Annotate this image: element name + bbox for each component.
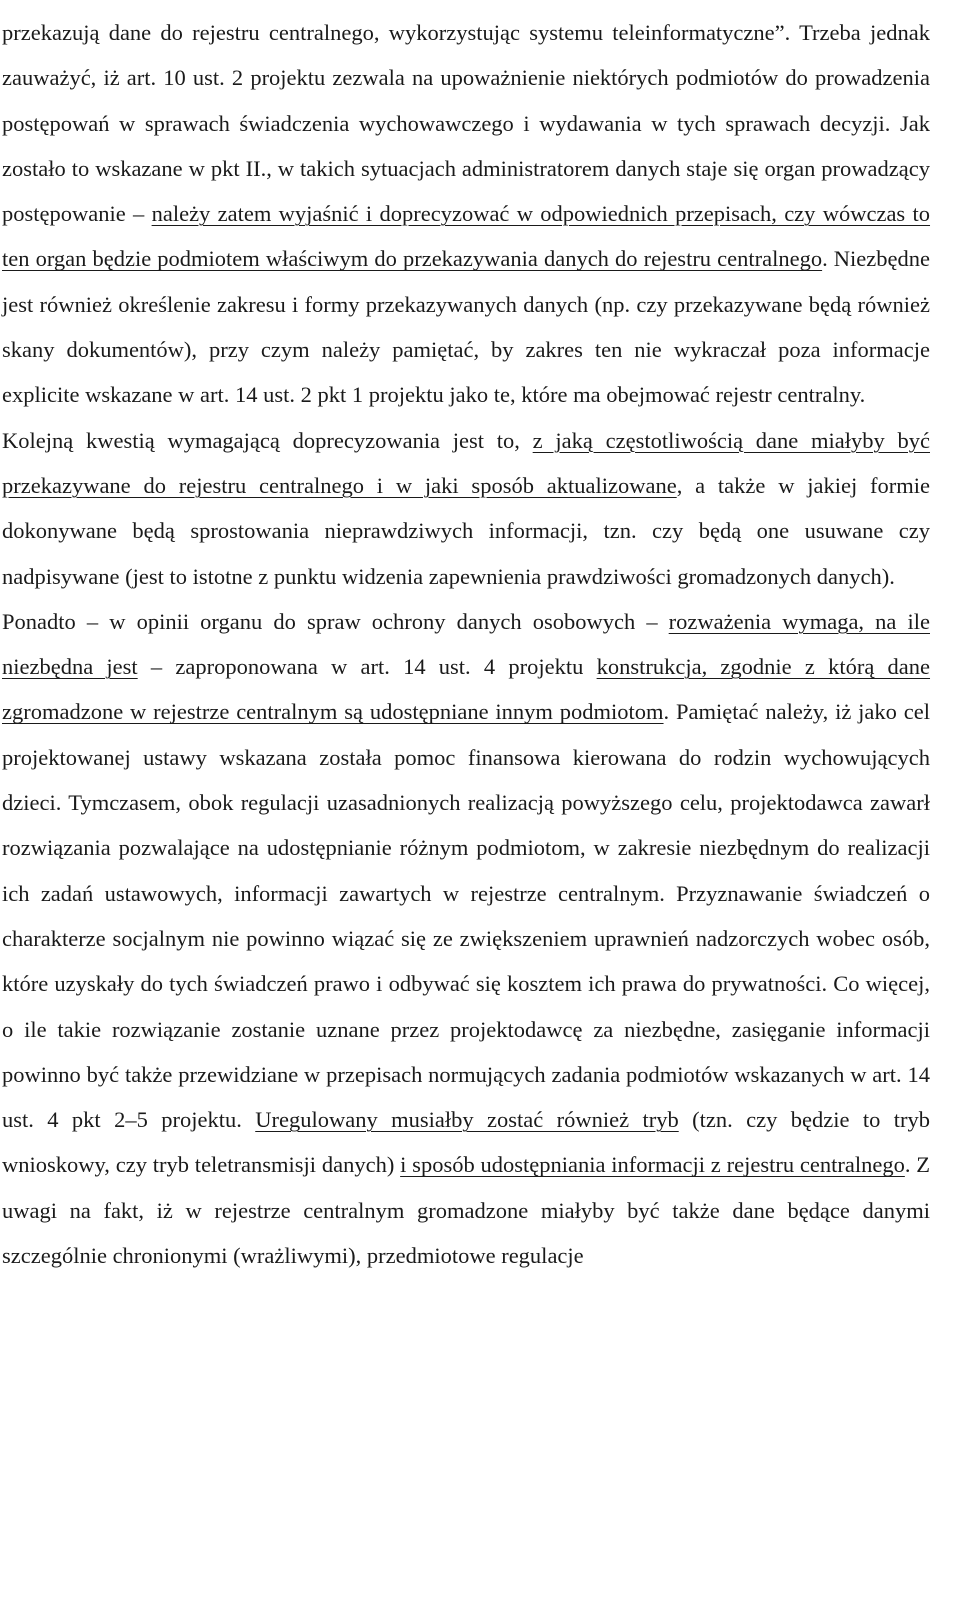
paragraph-text: – zaproponowana w art. 14 ust. 4 projektu [137, 654, 597, 680]
paragraph-data-sharing [2, 599, 930, 1278]
underlined-remark: i sposób udostępniania informacji z rejestru centralnego [400, 1152, 905, 1178]
underlined-remark: Uregulowany musiałby zostać również tryb [255, 1107, 679, 1133]
paragraph-text: . Niezbędne jest również określenie zakresu i formy przekazywanych danych (np. czy przekazywane będą również skany dokumentów), przy czym należy pamiętać, by zakres ten nie wykraczał poza informacje explicite wskazane w art. 14 ust. 2 pkt 1 projektu jako te, które ma obejmować rejestr centralny. [2, 246, 930, 408]
paragraph-text: , a także w jakiej formie dokonywane będą sprostowania nieprawdziwych informacji, tzn. czy będą one usuwane czy nadpisywane (jest to istotne z punktu widzenia zapewnienia prawdziwości gromadzonych danych). [2, 472, 930, 589]
paragraph-text: (tzn. czy będzie to tryb wnioskowy, czy tryb teletransmisji danych) [2, 1107, 930, 1178]
paragraph-registry-data-transfer [2, 10, 930, 418]
paragraph-text: przekazują dane do rejestru centralnego, wykorzystując systemu teleinformatyczne”. Trzeba jednak zauważyć, iż art. 10 ust. 2 projektu zezwala na upoważnienie niektórych podmiotów do prowadzenia postępowań w sprawach świadczenia wychowawczego i wydawania w tych sprawach decyzji. Jak zostało to wskazane w pkt II., w takich sytuacjach administratorem danych staje się organ prowadzący postępowanie – [2, 20, 930, 227]
paragraph-text: Kolejną kwestią wymagającą doprecyzowania jest to, [2, 427, 533, 453]
underlined-remark: z jaką częstotliwością dane miałyby być przekazywane do rejestru centralnego i w jaki sposób aktualizowane [2, 427, 930, 498]
paragraph-text: . Pamiętać należy, iż jako cel projektowanej ustawy wskazana została pomoc finansowa kierowana do rodzin wychowujących dzieci. Tymczasem, obok regulacji uzasadnionych realizacją powyższego celu, projektodawca zawarł rozwiązania pozwalające na udostępnianie różnym podmiotom, w zakresie niezbędnym do realizacji ich zadań ustawowych, informacji zawartych w rejestrze centralnym. Przyznawanie świadczeń o charakterze socjalnym nie powinno wiązać się ze zwiększeniem uprawnień nadzorczych wobec osób, które uzyskały do tych świadczeń prawo i odbywać się kosztem ich prawa do prywatności. Co więcej, o ile takie rozwiązanie zostanie uznane przez projektodawcę za niezbędne, zasięganie informacji powinno być także przewidziane w przepisach normujących zadania podmiotów wskazanych w art. 14 ust. 4 pkt 2–5 projektu. [2, 699, 930, 1133]
underlined-remark: konstrukcja, zgodnie z którą dane zgromadzone w rejestrze centralnym są udostępniane innym podmiotom [2, 654, 931, 725]
underlined-remark: należy zatem wyjaśnić i doprecyzować w odpowiednich przepisach, czy wówczas to ten organ będzie podmiotem właściwym do przekazywania danych do rejestru centralnego [2, 201, 931, 272]
paragraph-text: Ponadto – w opinii organu do spraw ochrony danych osobowych – [2, 608, 669, 634]
paragraph-update-frequency [2, 418, 930, 599]
paragraph-text: . Z uwagi na fakt, iż w rejestrze centralnym gromadzone miałyby być także dane będące danymi szczególnie chronionymi (wrażliwymi), przedmiotowe regulacje [2, 1152, 931, 1269]
underlined-remark: rozważenia wymaga, na ile niezbędna jest [2, 608, 930, 680]
